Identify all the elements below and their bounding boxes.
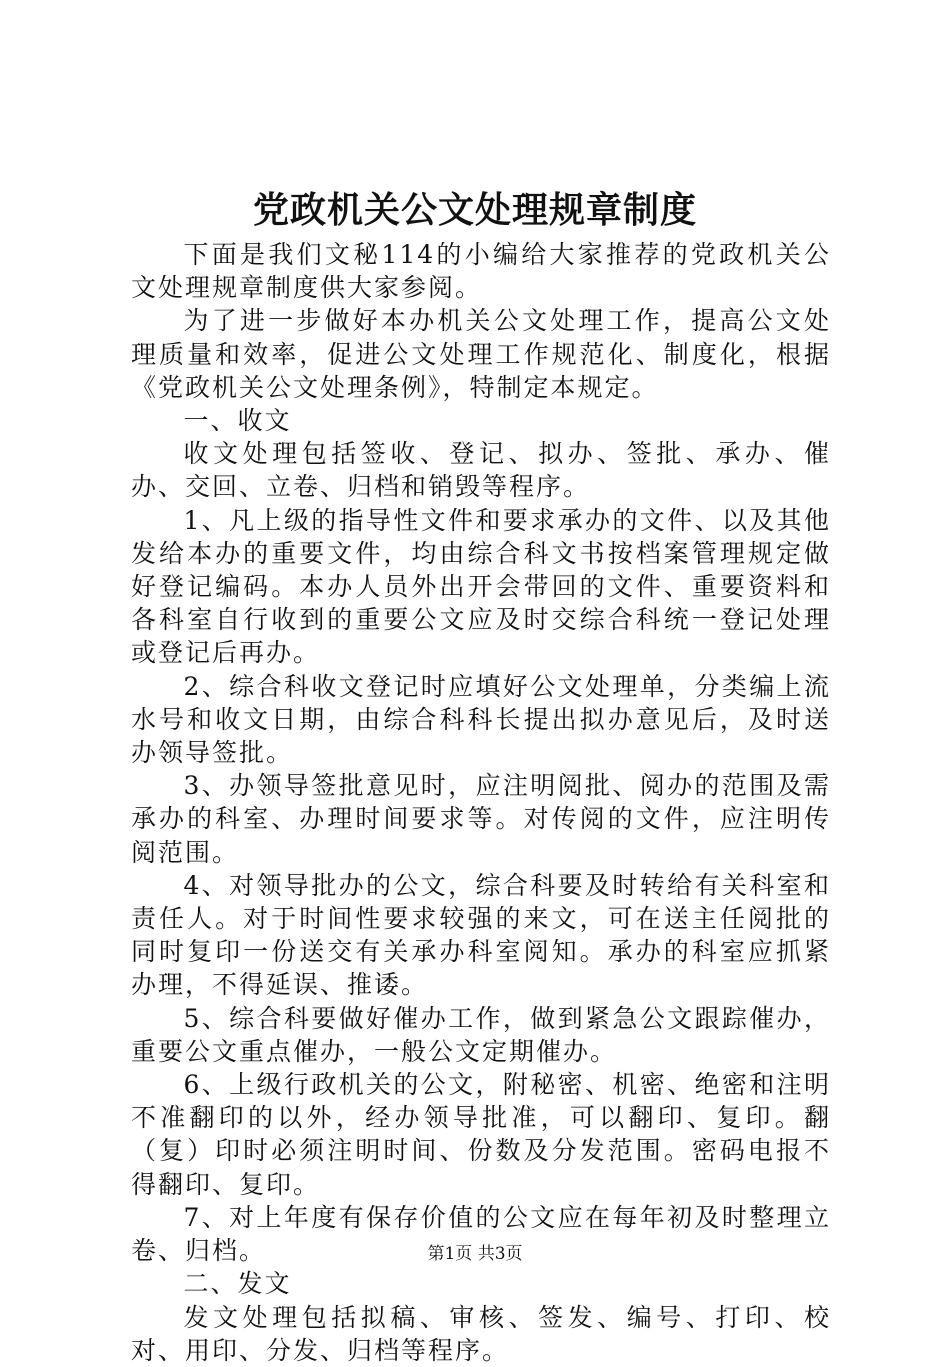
- paragraph: 为了进一步做好本办机关公文处理工作，提高公文处理质量和效率，促进公文处理工作规范化、制度化，根据《党政机关公文处理条例》，特制定本规定。: [131, 306, 831, 402]
- page-footer: 第1页 共3页: [427, 1244, 523, 1264]
- paragraph: 下面是我们文秘114的小编给大家推荐的党政机关公文处理规章制度供大家参阅。: [131, 240, 831, 303]
- section-heading: 二、发文: [183, 1269, 292, 1299]
- paragraph: 收文处理包括签收、登记、拟办、签批、承办、催办、交回、立卷、归档和销毁等程序。: [131, 439, 831, 502]
- list-item: 6、上级行政机关的公文，附秘密、机密、绝密和注明不准翻印的以外，经办领导批准，可以翻印、复印。翻（复）印时必须注明时间、份数及分发范围。密码电报不得翻印、复印。: [131, 1070, 831, 1199]
- page-title: 党政机关公文处理规章制度: [252, 189, 697, 231]
- list-item: 7、对上年度有保存价值的公文应在每年初及时整理立卷、归档。: [131, 1202, 831, 1266]
- list-item: 3、办领导签批意见时，应注明阅批、阅办的范围及需承办的科室、办理时间要求等。对传阅的文件，应注明传阅范围。: [131, 771, 831, 867]
- document-body: [131, 238, 831, 1367]
- section-heading: 一、收文: [183, 406, 292, 436]
- list-item: 2、综合科收文登记时应填好公文处理单，分类编上流水号和收文日期，由综合科科长提出拟办意见后，及时送办领导签批。: [131, 671, 831, 768]
- list-item: 4、对领导批办的公文，综合科要及时转给有关科室和责任人。对于时间性要求较强的来文，可在送主任阅批的同时复印一份送交有关承办科室阅知。承办的科室应抓紧办理，不得延误、推诿。: [131, 870, 831, 1000]
- list-item: 5、综合科要做好催办工作，做到紧急公文跟踪催办，重要公文重点催办，一般公文定期催办。: [131, 1003, 831, 1066]
- list-item: 1、凡上级的指导性文件和要求承办的文件、以及其他发给本办的重要文件，均由综合科文书按档案管理规定做好登记编码。本办人员外出开会带回的文件、重要资料和各科室自行收到的重要公文应及时交综合科统一登记处理或登记后再办。: [131, 505, 831, 668]
- paragraph: 发文处理包括拟稿、审核、签发、编号、打印、校对、用印、分发、归档等程序。: [131, 1302, 831, 1365]
